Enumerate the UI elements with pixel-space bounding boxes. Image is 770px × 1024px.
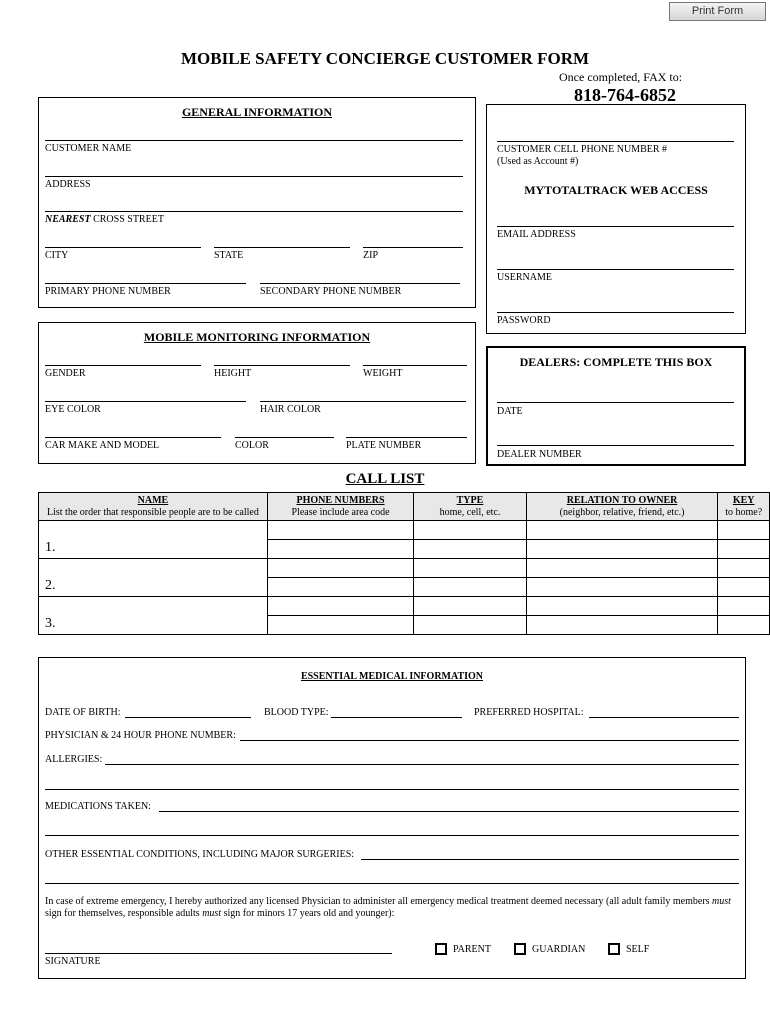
relation-cell[interactable] — [526, 597, 718, 616]
col-phone-title: PHONE NUMBERS — [296, 495, 385, 506]
guardian-checkbox[interactable] — [514, 943, 526, 955]
type-cell[interactable] — [414, 559, 527, 578]
col-name-sub: List the order that responsible people are to be called — [46, 507, 259, 518]
relation-cell[interactable] — [526, 521, 718, 540]
email-field[interactable] — [497, 226, 734, 227]
physician-field[interactable] — [240, 740, 739, 741]
col-relation-sub: (neighbor, relative, friend, etc.) — [559, 507, 685, 518]
conditions-field-2[interactable] — [45, 883, 739, 884]
col-type-title: TYPE — [456, 495, 484, 506]
cross-street-text: CROSS STREET — [90, 214, 164, 225]
call-list-table — [38, 492, 770, 635]
parent-checkbox[interactable] — [435, 943, 447, 955]
state-label: STATE — [214, 250, 244, 261]
hair-color-field[interactable] — [260, 401, 466, 402]
type-cell[interactable] — [414, 540, 527, 559]
col-relation-header — [526, 493, 718, 521]
row-number: 3. — [45, 616, 56, 631]
fax-label: Once completed, FAX to: — [559, 70, 683, 84]
relation-cell[interactable] — [526, 616, 718, 635]
secondary-phone-label: SECONDARY PHONE NUMBER — [260, 286, 402, 297]
conditions-field[interactable] — [361, 859, 739, 860]
dob-label: DATE OF BIRTH: — [45, 707, 121, 718]
col-key-header — [718, 493, 770, 521]
relation-cell[interactable] — [526, 540, 718, 559]
phone-cell[interactable] — [267, 540, 413, 559]
col-type-sub: home, cell, etc. — [439, 507, 501, 518]
address-label: ADDRESS — [45, 179, 91, 190]
customer-name-field[interactable] — [45, 140, 463, 141]
consent-must-2: must — [202, 908, 222, 919]
password-label: PASSWORD — [497, 315, 551, 326]
col-key-sub: to home? — [725, 507, 763, 518]
email-label: EMAIL ADDRESS — [497, 229, 576, 240]
key-cell[interactable] — [718, 616, 770, 635]
medical-heading: ESSENTIAL MEDICAL INFORMATION — [300, 671, 484, 682]
call-name-cell-1[interactable] — [39, 521, 268, 559]
username-label: USERNAME — [497, 272, 553, 283]
blood-type-label: BLOOD TYPE: — [264, 707, 329, 718]
signature-field[interactable] — [45, 953, 392, 954]
plate-label: PLATE NUMBER — [346, 440, 422, 451]
color-label: COLOR — [235, 440, 269, 451]
call-list-title: CALL LIST — [345, 471, 425, 487]
parent-label: PARENT — [453, 944, 491, 955]
plate-field[interactable] — [346, 437, 467, 438]
col-phone-sub: Please include area code — [291, 507, 390, 518]
table-row — [39, 597, 770, 616]
col-type-header — [414, 493, 527, 521]
col-name-title: NAME — [137, 495, 169, 506]
cell-phone-field[interactable] — [497, 141, 734, 142]
gender-field[interactable] — [45, 365, 201, 366]
medical-box — [38, 657, 746, 979]
username-field[interactable] — [497, 269, 734, 270]
hospital-label: PREFERRED HOSPITAL: — [474, 707, 584, 718]
col-phone-header — [267, 493, 413, 521]
web-access-heading: MYTOTALTRACK WEB ACCESS — [524, 183, 708, 197]
city-field[interactable] — [45, 247, 201, 248]
phone-cell[interactable] — [267, 616, 413, 635]
zip-label: ZIP — [363, 250, 378, 261]
medications-field[interactable] — [159, 811, 739, 812]
nearest-emphasis: NEAREST — [45, 214, 91, 225]
phone-cell[interactable] — [267, 559, 413, 578]
key-cell[interactable] — [718, 578, 770, 597]
cross-street-label — [45, 214, 164, 226]
height-label: HEIGHT — [214, 368, 252, 379]
phone-cell[interactable] — [267, 597, 413, 616]
primary-phone-label: PRIMARY PHONE NUMBER — [45, 286, 171, 297]
height-field[interactable] — [214, 365, 350, 366]
customer-name-label: CUSTOMER NAME — [45, 143, 132, 154]
car-field[interactable] — [45, 437, 221, 438]
cell-phone-label: CUSTOMER CELL PHONE NUMBER # — [497, 144, 668, 155]
physician-label: PHYSICIAN & 24 HOUR PHONE NUMBER: — [45, 730, 236, 741]
call-name-cell-3[interactable] — [39, 597, 268, 635]
signature-label: SIGNATURE — [45, 956, 101, 967]
key-cell[interactable] — [718, 540, 770, 559]
dealer-number-label: DEALER NUMBER — [497, 449, 582, 460]
consent-must-1: must — [712, 896, 731, 907]
consent-text-3: sign for minors 17 years old and younger): — [221, 908, 395, 919]
hair-color-label: HAIR COLOR — [260, 404, 321, 415]
used-as-account-label: (Used as Account #) — [497, 156, 579, 167]
type-cell[interactable] — [414, 597, 527, 616]
phone-cell[interactable] — [267, 578, 413, 597]
col-key-title: KEY — [732, 495, 755, 506]
eye-color-field[interactable] — [45, 401, 246, 402]
type-cell[interactable] — [414, 521, 527, 540]
account-box — [486, 104, 746, 334]
col-name-header — [39, 493, 268, 521]
type-cell[interactable] — [414, 616, 527, 635]
eye-color-label: EYE COLOR — [45, 404, 101, 415]
weight-field[interactable] — [363, 365, 467, 366]
car-label: CAR MAKE AND MODEL — [45, 440, 160, 451]
state-field[interactable] — [214, 247, 350, 248]
consent-text-2: sign for themselves, responsible adults — [45, 908, 203, 919]
type-cell[interactable] — [414, 578, 527, 597]
primary-phone-field[interactable] — [45, 283, 246, 284]
medications-label: MEDICATIONS TAKEN: — [45, 801, 151, 812]
allergies-field[interactable] — [105, 764, 739, 765]
call-list-header-row — [39, 493, 770, 521]
relation-cell[interactable] — [526, 578, 718, 597]
conditions-label: OTHER ESSENTIAL CONDITIONS, INCLUDING MAJOR SURGERIES: — [45, 849, 355, 860]
form-title: MOBILE SAFETY CONCIERGE CUSTOMER FORM — [180, 49, 590, 68]
address-field[interactable] — [45, 176, 463, 177]
consent-text-1: In case of extreme emergency, I hereby authorized any licensed Physician to administer all emergency medical treatment deemed necessary (all adult family members — [45, 896, 713, 907]
medications-field-2[interactable] — [45, 835, 739, 836]
dealers-heading: DEALERS: COMPLETE THIS BOX — [519, 355, 713, 369]
blood-type-field[interactable] — [331, 717, 462, 718]
consent-paragraph — [45, 896, 745, 920]
gender-label: GENDER — [45, 368, 86, 379]
city-label: CITY — [45, 250, 69, 261]
key-cell[interactable] — [718, 559, 770, 578]
key-cell[interactable] — [718, 597, 770, 616]
cross-street-field[interactable] — [45, 211, 463, 212]
row-number: 1. — [45, 540, 56, 555]
table-row — [39, 521, 770, 540]
table-row — [39, 559, 770, 578]
general-information-box — [38, 97, 476, 308]
general-information-heading: GENERAL INFORMATION — [181, 105, 333, 119]
password-field[interactable] — [497, 312, 734, 313]
phone-cell[interactable] — [267, 521, 413, 540]
dealer-date-field[interactable] — [497, 402, 734, 403]
weight-label: WEIGHT — [363, 368, 403, 379]
allergies-label: ALLERGIES: — [45, 754, 103, 765]
secondary-phone-field[interactable] — [260, 283, 460, 284]
dob-field[interactable] — [125, 717, 251, 718]
self-label: SELF — [626, 944, 650, 955]
color-field[interactable] — [235, 437, 334, 438]
col-relation-title: RELATION TO OWNER — [566, 495, 678, 506]
fax-number: 818-764-6852 — [574, 85, 676, 105]
hospital-field[interactable] — [589, 717, 739, 718]
key-cell[interactable] — [718, 521, 770, 540]
zip-field[interactable] — [363, 247, 463, 248]
relation-cell[interactable] — [526, 559, 718, 578]
self-checkbox[interactable] — [608, 943, 620, 955]
row-number: 2. — [45, 578, 56, 593]
allergies-field-2[interactable] — [45, 789, 739, 790]
mobile-monitoring-heading: MOBILE MONITORING INFORMATION — [143, 330, 371, 344]
guardian-label: GUARDIAN — [532, 944, 586, 955]
dealer-number-field[interactable] — [497, 445, 734, 446]
dealer-date-label: DATE — [497, 406, 523, 417]
call-name-cell-2[interactable] — [39, 559, 268, 597]
print-form-button[interactable]: Print Form — [669, 2, 766, 21]
